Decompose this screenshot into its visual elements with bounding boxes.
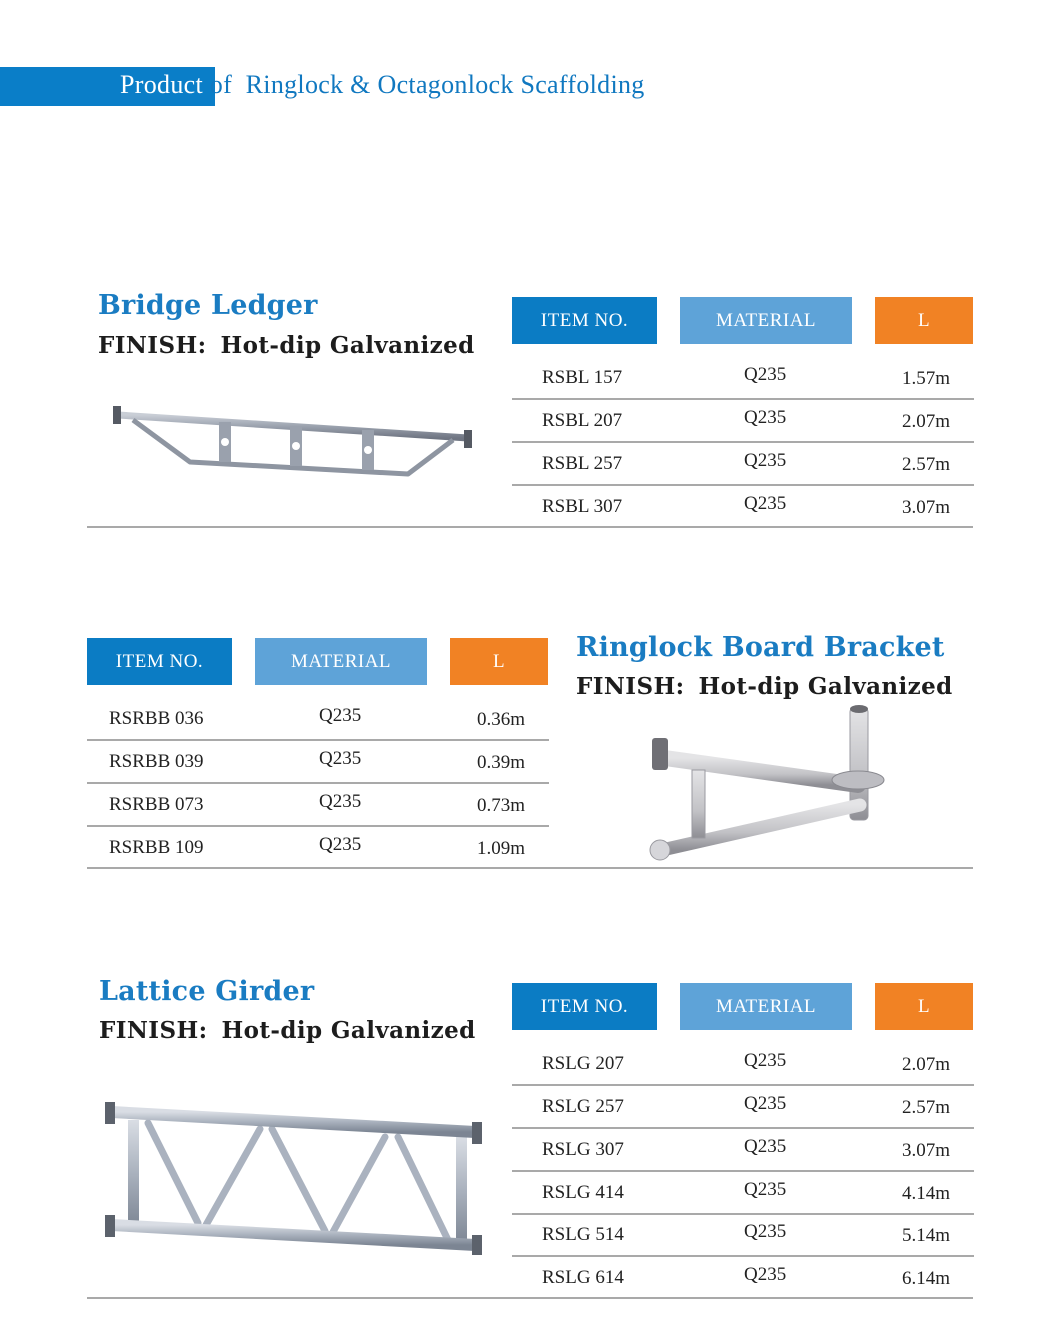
cell-length: 2.07m (901, 1054, 950, 1075)
cell-material: Q235 (319, 791, 362, 812)
cell-material: Q235 (744, 493, 787, 514)
section-divider (87, 526, 973, 528)
cell-length: 5.14m (901, 1225, 950, 1246)
page-title-rest: of Ringlock & Octagonlock Scaffolding (209, 70, 645, 99)
page-title (120, 70, 645, 100)
col-header-length: L (450, 638, 548, 685)
table-row (512, 1043, 974, 1086)
table-row (512, 1129, 974, 1172)
table-row (512, 443, 974, 486)
page-title-highlight: Product (120, 70, 203, 99)
board-bracket-illustration (640, 700, 890, 865)
cell-item-no: RSLG 307 (542, 1139, 624, 1160)
cell-material: Q235 (319, 834, 362, 855)
table-row (512, 1172, 974, 1215)
section-title-bridge-ledger: Bridge Ledger (98, 290, 318, 321)
cell-length: 1.09m (476, 838, 525, 859)
cell-item-no: RSRBB 109 (109, 837, 204, 858)
finish-value: Hot-dip Galvanized (698, 673, 953, 700)
col-header-item-no: ITEM NO. (87, 638, 232, 685)
cell-length: 4.14m (901, 1183, 950, 1204)
cell-item-no: RSBL 307 (542, 496, 623, 517)
cell-item-no: RSLG 414 (542, 1182, 624, 1203)
finish-line-bridge-ledger (98, 332, 475, 359)
cell-length: 2.57m (901, 454, 950, 475)
table-row (87, 698, 549, 741)
cell-material: Q235 (319, 705, 362, 726)
cell-material: Q235 (744, 364, 787, 385)
cell-length: 1.57m (901, 368, 950, 389)
cell-length: 6.14m (901, 1268, 950, 1289)
table-row (512, 486, 974, 529)
table-row (512, 1086, 974, 1129)
cell-item-no: RSRBB 073 (109, 794, 204, 815)
cell-material: Q235 (744, 1136, 787, 1157)
finish-line-board-bracket (576, 673, 953, 700)
cell-material: Q235 (744, 1179, 787, 1200)
table-row (512, 357, 974, 400)
cell-material: Q235 (744, 407, 787, 428)
section-divider (87, 1297, 973, 1299)
col-header-item-no: ITEM NO. (512, 297, 657, 344)
table-row (87, 827, 549, 870)
cell-length: 3.07m (901, 1140, 950, 1161)
cell-item-no: RSBL 257 (542, 453, 623, 474)
finish-label: FINISH: (99, 1017, 208, 1044)
cell-material: Q235 (319, 748, 362, 769)
table-row (512, 1214, 974, 1257)
col-header-length: L (875, 297, 973, 344)
col-header-length: L (875, 983, 973, 1030)
table-row (87, 784, 549, 827)
col-header-material: MATERIAL (680, 983, 852, 1030)
finish-value: Hot-dip Galvanized (221, 1017, 476, 1044)
finish-value: Hot-dip Galvanized (220, 332, 475, 359)
cell-item-no: RSLG 257 (542, 1096, 624, 1117)
cell-length: 0.39m (476, 752, 525, 773)
cell-item-no: RSBL 157 (542, 367, 623, 388)
table-row (87, 741, 549, 784)
col-header-item-no: ITEM NO. (512, 983, 657, 1030)
section-title-lattice-girder: Lattice Girder (99, 976, 315, 1007)
cell-material: Q235 (744, 1221, 787, 1242)
cell-length: 2.07m (901, 411, 950, 432)
cell-material: Q235 (744, 1264, 787, 1285)
section-divider (87, 867, 973, 869)
cell-length: 0.73m (476, 795, 525, 816)
col-header-material: MATERIAL (255, 638, 427, 685)
col-header-material: MATERIAL (680, 297, 852, 344)
cell-item-no: RSRBB 039 (109, 751, 204, 772)
finish-label: FINISH: (576, 673, 685, 700)
table-row (512, 400, 974, 443)
table-row (512, 1257, 974, 1300)
section-title-board-bracket: Ringlock Board Bracket (576, 632, 945, 663)
cell-material: Q235 (744, 1050, 787, 1071)
bridge-ledger-illustration (108, 400, 478, 480)
cell-item-no: RSLG 614 (542, 1267, 624, 1288)
cell-item-no: RSBL 207 (542, 410, 623, 431)
finish-line-lattice-girder (99, 1017, 476, 1044)
cell-length: 0.36m (476, 709, 525, 730)
cell-material: Q235 (744, 1093, 787, 1114)
finish-label: FINISH: (98, 332, 207, 359)
cell-material: Q235 (744, 450, 787, 471)
cell-item-no: RSRBB 036 (109, 708, 204, 729)
lattice-girder-illustration (100, 1095, 485, 1255)
cell-item-no: RSLG 207 (542, 1053, 624, 1074)
cell-item-no: RSLG 514 (542, 1224, 624, 1245)
cell-length: 2.57m (901, 1097, 950, 1118)
cell-length: 3.07m (901, 497, 950, 518)
